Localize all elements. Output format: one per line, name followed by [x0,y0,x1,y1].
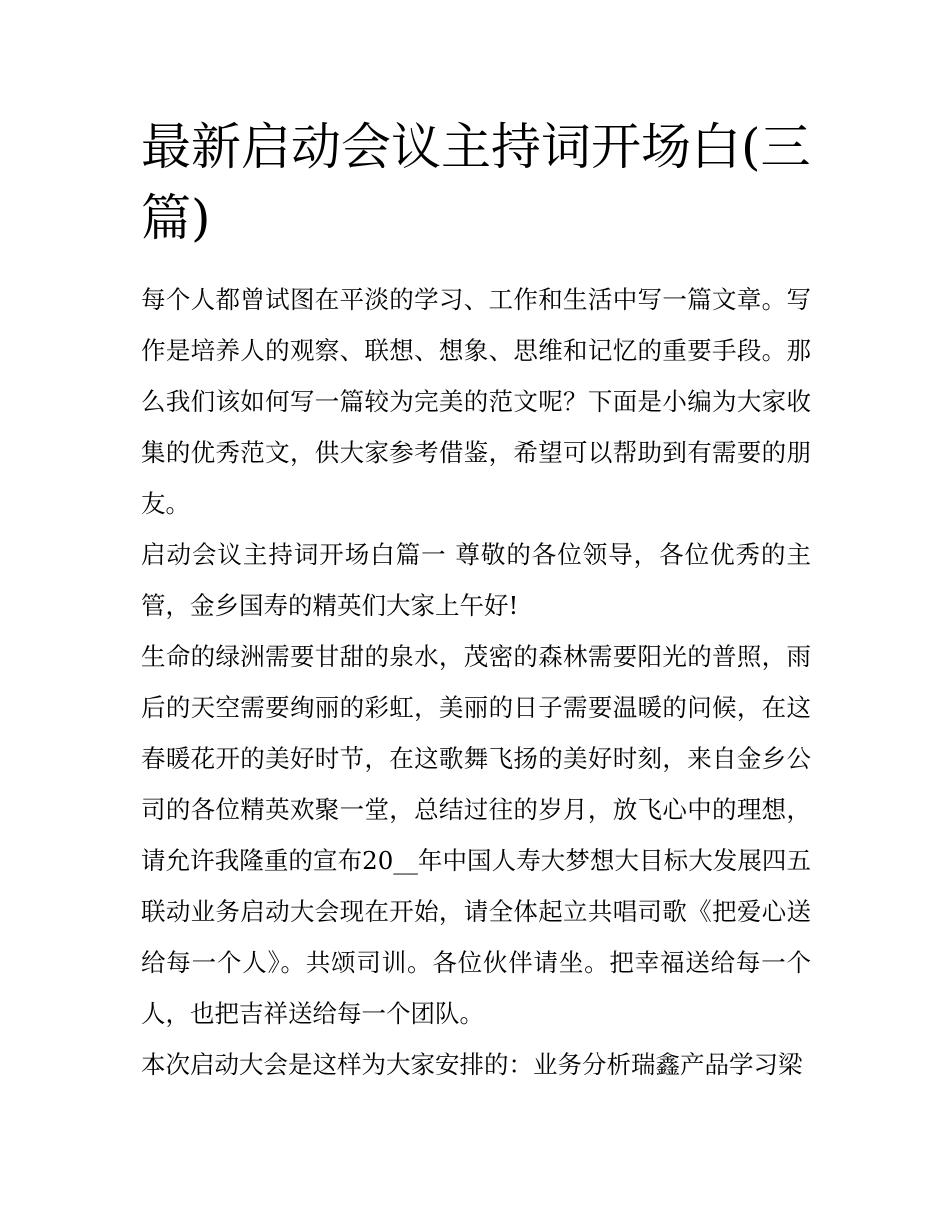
greeting-paragraph: 启动会议主持词开场白篇一 尊敬的各位领导，各位优秀的主管，金乡国寿的精英们大家上午好! [141,540,811,620]
agenda-paragraph: 本次启动大会是这样为大家安排的：业务分析瑞鑫产品学习梁 [141,1050,803,1079]
document-content [141,112,811,1090]
opening-paragraph: 生命的绿洲需要甘甜的泉水，茂密的森林需要阳光的普照，雨后的天空需要绚丽的彩虹，美丽的日子需要温暖的问候，在这春暖花开的美好时节，在这歌舞飞扬的美好时刻，来自金乡公司的各位精英欢聚一堂，总结过往的岁月，放飞心中的理想，请允许我隆重的宣布20__年中国人寿大梦想大目标大发展四五联动业务启动大会现在开始，请全体起立共唱司歌《把爱心送给每一个人》。共颂司训。各位伙伴请坐。把幸福送给每一个人，也把吉祥送给每一个团队。 [141,642,811,1028]
intro-paragraph: 每个人都曾试图在平淡的学习、工作和生活中写一篇文章。写作是培养人的观察、联想、想象、思维和记忆的重要手段。那么我们该如何写一篇较为完美的范文呢？下面是小编为大家收集的优秀范文，供大家参考借鉴，希望可以帮助到有需要的朋友。 [141,285,811,518]
document-title: 最新启动会议主持词开场白(三篇) [141,118,811,247]
